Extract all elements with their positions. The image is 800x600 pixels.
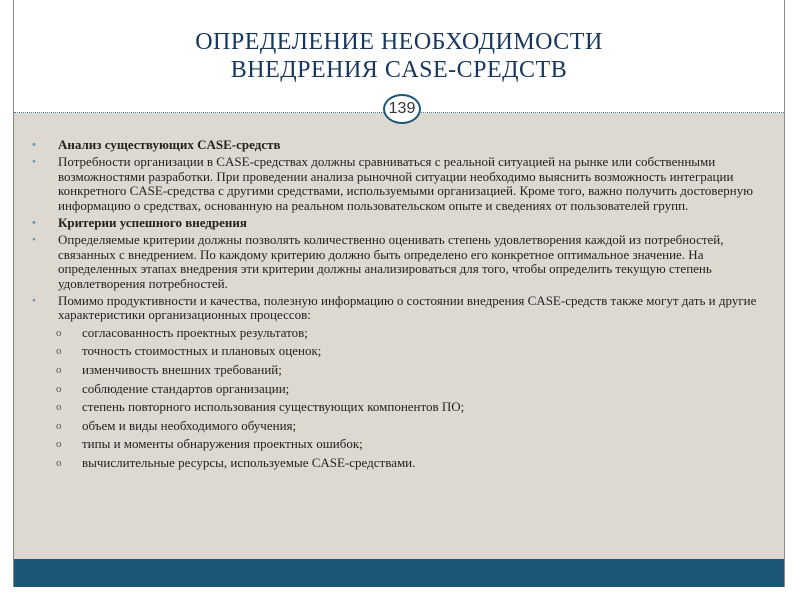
circle-bullet-icon: o xyxy=(56,364,62,377)
sub-bullet-item xyxy=(28,363,768,377)
circle-bullet-icon: o xyxy=(56,401,62,414)
sub-bullet-item xyxy=(28,344,768,358)
slide-title-line-1: ОПРЕДЕЛЕНИЕ НЕОБХОДИМОСТИ xyxy=(195,29,603,55)
bullet-item xyxy=(28,138,768,152)
sub-bullet-text: вычислительные ресурсы, используемые CASE-средствами. xyxy=(82,455,416,471)
sub-bullet-text: степень повторного использования существующих компонентов ПО; xyxy=(82,399,465,415)
bullet-text: Анализ существующих CASE-средств xyxy=(58,137,281,152)
sub-bullet-item xyxy=(28,382,768,396)
bullet-text: Критерии успешного внедрения xyxy=(58,215,247,231)
sub-bullet-item xyxy=(28,437,768,451)
bullet-icon: • xyxy=(32,156,36,169)
circle-bullet-icon: o xyxy=(56,382,62,395)
slide-title-line-2: ВНЕДРЕНИЯ CASE-СРЕДСТВ xyxy=(230,57,568,83)
bullet-text: Потребности организации в CASE-средствах должны сравниваться с реальной ситуацией на рынке или собственными возможностями разработки. При проведении анализа рыночной ситуации необходимо выяснить возможность интеграции конкретного CASE-средства с другими средствами, используемыми организацией. Кроме того, важно получить достоверную информацию о средствах, основанную на реальном пользовательском опыте и сведениях от пользователей групп. xyxy=(58,154,753,213)
sub-bullet-text: изменчивость внешних требований; xyxy=(82,362,282,378)
sub-bullet-text: точность стоимостных и плановых оценок; xyxy=(82,343,322,359)
sub-bullet-text: согласованность проектных результатов; xyxy=(82,324,308,340)
circle-bullet-icon: o xyxy=(56,438,62,451)
sub-bullet-text: объем и виды необходимого обучения; xyxy=(82,417,297,433)
sub-bullet-item xyxy=(28,419,768,433)
circle-bullet-icon: o xyxy=(56,457,62,470)
slide-title xyxy=(14,28,784,84)
sub-bullet-item xyxy=(28,456,768,470)
bullet-item xyxy=(28,216,768,230)
footer-bar xyxy=(14,559,784,587)
sub-bullet-item xyxy=(28,326,768,340)
bullet-text: Помимо продуктивности и качества, полезную информацию о состоянии внедрения CASE-средств также могут дать и другие характеристики организационных процессов: xyxy=(58,293,757,323)
page-number-badge: 139 xyxy=(383,94,421,124)
bullet-icon: • xyxy=(32,295,36,308)
bullet-item xyxy=(28,233,768,291)
bullet-icon: • xyxy=(32,217,36,230)
sub-bullet-text: типы и моменты обнаружения проектных ошибок; xyxy=(82,436,363,452)
circle-bullet-icon: o xyxy=(56,326,62,339)
bullet-text: Определяемые критерии должны позволять количественно оценивать степень удовлетворения каждой из потребностей, связанных с внедрением. По каждому критерию должно быть определено его конкретное оптимальное значение. На определенных этапах внедрения эти критерии должны анализироваться для того, чтобы определить текущую степень удовлетворения потребностей. xyxy=(58,232,724,291)
sub-bullet-text: соблюдение стандартов организации; xyxy=(82,380,290,396)
bullet-icon: • xyxy=(32,234,36,247)
bullet-item xyxy=(28,294,768,323)
circle-bullet-icon: o xyxy=(56,345,62,358)
bullet-item xyxy=(28,155,768,213)
slide-body xyxy=(28,138,768,475)
bullet-icon: • xyxy=(32,139,36,151)
circle-bullet-icon: o xyxy=(56,419,62,432)
sub-bullet-item xyxy=(28,400,768,414)
